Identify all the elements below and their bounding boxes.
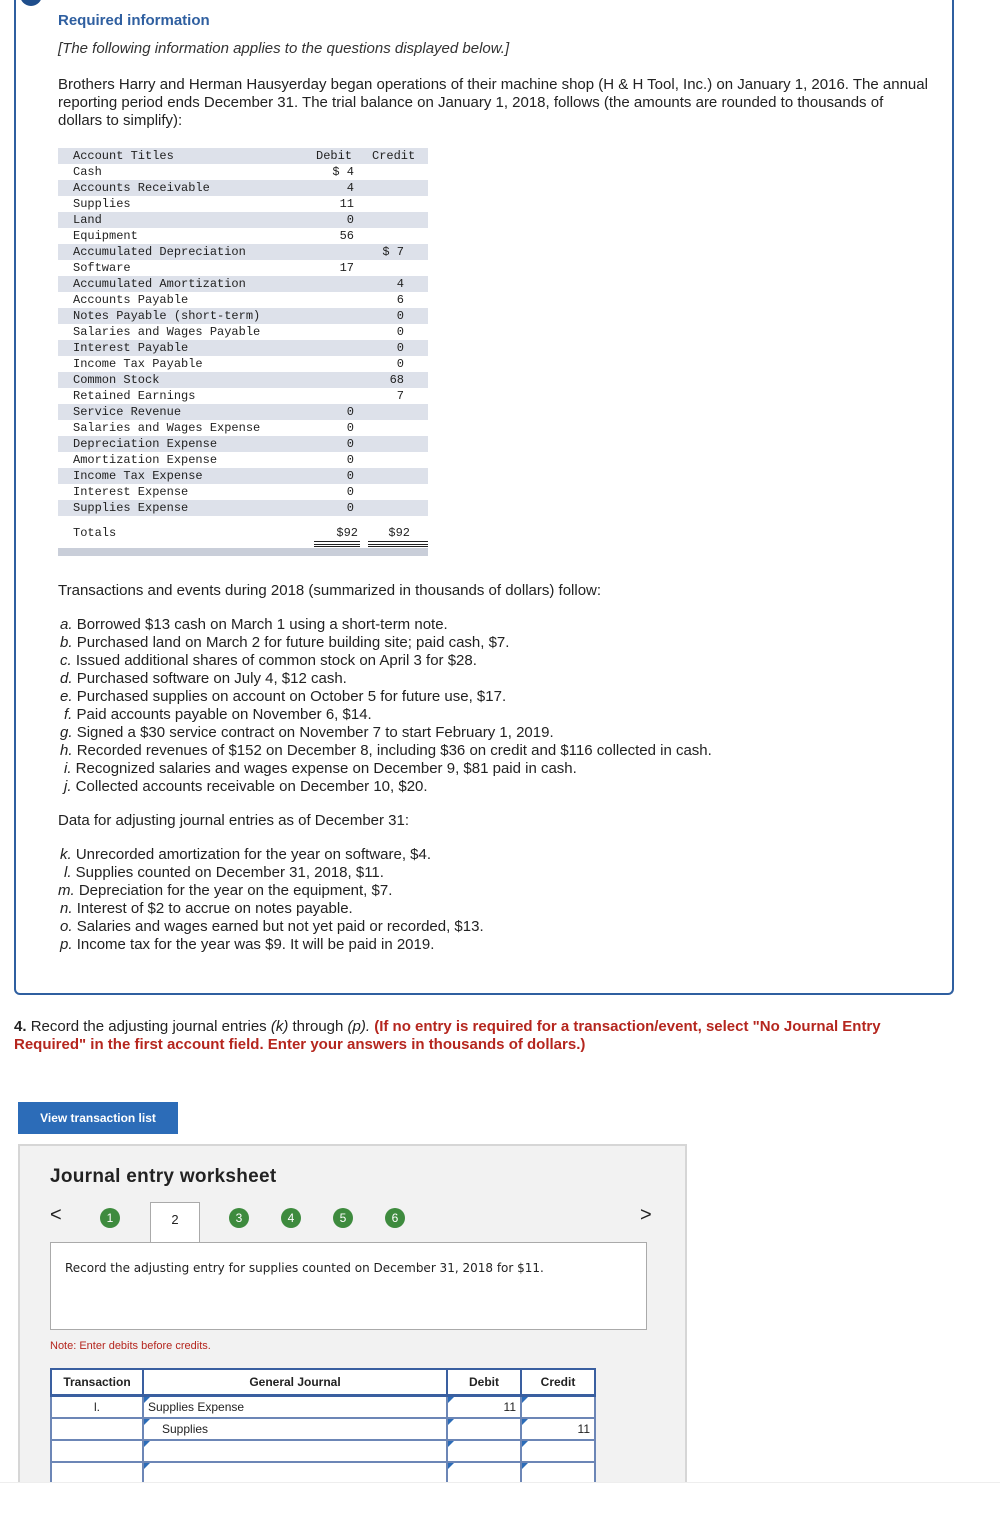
list-item	[58, 724, 712, 742]
transaction-cell[interactable]	[51, 1418, 143, 1440]
list-item	[58, 882, 484, 900]
page-bottom	[0, 1482, 1000, 1531]
entry-prompt-box	[50, 1242, 647, 1330]
account-title: Service Revenue	[73, 405, 182, 419]
item-text: Purchased land on March 2 for future building site; paid cash, $7.	[76, 634, 510, 651]
credit-amount: 68	[389, 373, 404, 387]
cell-flag-icon	[522, 1397, 528, 1403]
item-letter: m.	[58, 882, 75, 899]
account-title: Amortization Expense	[73, 453, 218, 467]
item-text: Supplies counted on December 31, 2018, $11.	[75, 864, 384, 881]
question-text-a: Record the adjusting journal entries	[30, 1018, 271, 1035]
transaction-column-header: Transaction	[51, 1369, 143, 1396]
question-number: 4.	[14, 1018, 27, 1035]
credit-amount: 0	[396, 341, 404, 355]
step-3-button[interactable]: 3	[229, 1208, 249, 1228]
item-text: Paid accounts payable on November 6, $14.	[76, 706, 372, 723]
trial-balance-header	[58, 148, 428, 164]
question-p: (p).	[347, 1018, 371, 1035]
transaction-cell[interactable]	[51, 1440, 143, 1462]
trial-balance-row	[58, 244, 428, 260]
debit-amount: 0	[346, 469, 354, 483]
totals-label: Totals	[73, 526, 117, 540]
debit-amount: 56	[339, 229, 354, 243]
item-letter: l.	[64, 864, 72, 881]
total-debit: $92	[336, 526, 358, 540]
trial-balance-row	[58, 500, 428, 516]
item-text: Purchased supplies on account on October 5 for future use, $17.	[76, 688, 507, 705]
account-title: Software	[73, 261, 131, 275]
cell-flag-icon	[448, 1419, 454, 1425]
account-titles-header: Account Titles	[73, 149, 174, 163]
journal-row	[51, 1418, 595, 1440]
cell-flag-icon	[448, 1441, 454, 1447]
transactions-list	[58, 616, 712, 796]
account-title: Accumulated Amortization	[73, 277, 246, 291]
debit-field[interactable]: 11	[447, 1396, 521, 1419]
total-debit-underline	[314, 541, 360, 547]
trial-balance-row	[58, 308, 428, 324]
corner-badge	[20, 0, 42, 6]
item-text: Salaries and wages earned but not yet paid or recorded, $13.	[76, 918, 484, 935]
list-item	[58, 900, 484, 918]
step-6-button[interactable]: 6	[385, 1208, 405, 1228]
item-text: Recorded revenues of $152 on December 8, including $36 on credit and $116 collected in cash.	[76, 742, 712, 759]
cell-flag-icon	[144, 1463, 150, 1469]
item-text: Income tax for the year was $9. It will be paid in 2019.	[76, 936, 435, 953]
trial-balance-row	[58, 228, 428, 244]
list-item	[58, 634, 712, 652]
cell-flag-icon	[522, 1463, 528, 1469]
journal-row	[51, 1462, 595, 1484]
list-item	[58, 670, 712, 688]
step-5-button[interactable]: 5	[333, 1208, 353, 1228]
account-title: Income Tax Payable	[73, 357, 203, 371]
account-title: Accumulated Depreciation	[73, 245, 246, 259]
list-item	[58, 760, 712, 778]
account-title: Land	[73, 213, 102, 227]
question-instruction: (If no entry is required for a transaction/event, select "No Journal Entry Required" in the first account field. Enter your answers in thousands of dollars.)	[14, 1018, 881, 1053]
item-text: Unrecorded amortization for the year on software, $4.	[75, 846, 432, 863]
trial-balance-row	[58, 212, 428, 228]
total-credit: $92	[388, 526, 410, 540]
debit-amount: 0	[346, 437, 354, 451]
debit-field[interactable]	[447, 1440, 521, 1462]
debit-amount: $ 4	[332, 165, 354, 179]
debit-amount: 0	[346, 501, 354, 515]
item-letter: c.	[60, 652, 72, 669]
credit-field[interactable]	[521, 1396, 595, 1419]
debit-amount: 11	[339, 197, 354, 211]
trial-balance-row	[58, 452, 428, 468]
next-chevron-icon[interactable]: >	[640, 1204, 652, 1226]
item-letter: n.	[60, 900, 73, 917]
step-1-button[interactable]: 1	[100, 1208, 120, 1228]
trial-balance-row	[58, 468, 428, 484]
item-letter: o.	[60, 918, 73, 935]
account-title: Equipment	[73, 229, 138, 243]
account-title: Salaries and Wages Payable	[73, 325, 261, 339]
item-text: Collected accounts receivable on December 10, $20.	[75, 778, 428, 795]
account-title: Supplies Expense	[73, 501, 189, 515]
account-title: Common Stock	[73, 373, 160, 387]
trial-balance-row	[58, 340, 428, 356]
general-journal-column-header: General Journal	[143, 1369, 447, 1396]
item-text: Signed a $30 service contract on November 7 to start February 1, 2019.	[76, 724, 554, 741]
account-field[interactable]	[143, 1462, 447, 1484]
trial-balance-row	[58, 356, 428, 372]
item-letter: f.	[64, 706, 73, 723]
trial-balance-row	[58, 324, 428, 340]
cell-flag-icon	[144, 1397, 150, 1403]
trial-balance-row	[58, 292, 428, 308]
journal-table	[50, 1368, 596, 1485]
trial-balance-row	[58, 436, 428, 452]
list-item	[58, 742, 712, 760]
debits-note: Note: Enter debits before credits.	[50, 1340, 211, 1352]
account-field[interactable]: Supplies Expense	[143, 1396, 447, 1419]
account-title: Accounts Receivable	[73, 181, 210, 195]
list-item	[58, 778, 712, 796]
item-letter: p.	[60, 936, 73, 953]
debit-amount: 0	[346, 453, 354, 467]
item-letter: g.	[60, 724, 73, 741]
question-text-b: through	[288, 1018, 348, 1035]
list-item	[58, 688, 712, 706]
item-text: Recognized salaries and wages expense on December 9, $81 paid in cash.	[75, 760, 577, 777]
step-2-button-current[interactable]: 2	[150, 1202, 200, 1243]
cell-flag-icon	[448, 1397, 454, 1403]
debit-amount: 17	[339, 261, 354, 275]
list-item	[58, 616, 712, 634]
item-text: Issued additional shares of common stock on April 3 for $28.	[75, 652, 477, 669]
debit-header: Debit	[316, 149, 353, 163]
debit-amount: 0	[346, 485, 354, 499]
credit-amount: 6	[396, 293, 404, 307]
item-letter: i.	[64, 760, 72, 777]
transaction-cell[interactable]: l.	[51, 1396, 143, 1419]
cell-flag-icon	[522, 1419, 528, 1425]
item-text: Borrowed $13 cash on March 1 using a short-term note.	[76, 616, 448, 633]
list-item	[58, 918, 484, 936]
account-title: Salaries and Wages Expense	[73, 421, 261, 435]
credit-amount: $ 7	[382, 245, 404, 259]
account-field[interactable]: Supplies	[143, 1418, 447, 1440]
credit-amount: 0	[396, 325, 404, 339]
entry-prompt-text: Record the adjusting entry for supplies counted on December 31, 2018 for $11.	[65, 1261, 544, 1275]
credit-amount: 4	[396, 277, 404, 291]
item-letter: j.	[64, 778, 72, 795]
trial-balance-row	[58, 484, 428, 500]
credit-amount: 0	[396, 309, 404, 323]
trial-balance-row	[58, 180, 428, 196]
item-letter: b.	[60, 634, 73, 651]
item-text: Purchased software on July 4, $12 cash.	[76, 670, 347, 687]
table-bottom-bar	[58, 548, 428, 556]
list-item	[58, 846, 484, 864]
item-letter: a.	[60, 616, 73, 633]
question-4	[14, 1018, 914, 1054]
debit-amount: 4	[346, 181, 354, 195]
question-k: (k)	[270, 1018, 289, 1035]
item-text: Interest of $2 to accrue on notes payable.	[76, 900, 353, 917]
credit-field[interactable]	[521, 1440, 595, 1462]
worksheet-title: Journal entry worksheet	[50, 1166, 277, 1187]
debit-amount: 0	[346, 213, 354, 227]
adjustments-list	[58, 846, 484, 954]
credit-field[interactable]: 11	[521, 1418, 595, 1440]
account-title: Depreciation Expense	[73, 437, 218, 451]
debit-field[interactable]	[447, 1418, 521, 1440]
trial-balance-row	[58, 420, 428, 436]
account-title: Income Tax Expense	[73, 469, 203, 483]
journal-row	[51, 1440, 595, 1462]
item-letter: d.	[60, 670, 73, 687]
trial-balance-row	[58, 388, 428, 404]
journal-entry-worksheet	[18, 1144, 687, 1498]
debit-field[interactable]	[447, 1462, 521, 1484]
totals-row	[58, 522, 428, 544]
list-item	[58, 936, 484, 954]
cell-flag-icon	[448, 1463, 454, 1469]
list-item	[58, 706, 712, 724]
required-info-title: Required information	[58, 12, 210, 29]
account-title: Interest Expense	[73, 485, 189, 499]
view-transaction-list-button[interactable]: View transaction list	[18, 1102, 178, 1134]
debit-amount: 0	[346, 421, 354, 435]
item-letter: e.	[60, 688, 73, 705]
intro-paragraph: Brothers Harry and Herman Hausyerday began operations of their machine shop (H & H Tool, Inc.) on January 1, 2016. The annual reporting period ends December 31. The trial balance on January 1, 2018, follows (the amounts are rounded to thousands of dollars to simplify):	[58, 76, 928, 129]
item-letter: k.	[60, 846, 72, 863]
journal-row	[51, 1396, 595, 1419]
trial-balance-row	[58, 276, 428, 292]
transactions-intro: Transactions and events during 2018 (summarized in thousands of dollars) follow:	[58, 582, 602, 599]
cell-flag-icon	[144, 1441, 150, 1447]
total-credit-underline	[368, 541, 428, 547]
account-field[interactable]	[143, 1440, 447, 1462]
credit-column-header: Credit	[521, 1369, 595, 1396]
cell-flag-icon	[144, 1419, 150, 1425]
account-title: Cash	[73, 165, 102, 179]
prev-chevron-icon[interactable]: <	[50, 1204, 62, 1226]
list-item	[58, 652, 712, 670]
step-4-button[interactable]: 4	[281, 1208, 301, 1228]
item-letter: h.	[60, 742, 73, 759]
transaction-cell[interactable]	[51, 1462, 143, 1484]
debit-amount: 0	[346, 405, 354, 419]
trial-balance-row	[58, 404, 428, 420]
applies-note: [The following information applies to the questions displayed below.]	[58, 40, 510, 57]
trial-balance-row	[58, 196, 428, 212]
account-title: Accounts Payable	[73, 293, 189, 307]
credit-amount: 7	[396, 389, 404, 403]
trial-balance-row	[58, 372, 428, 388]
trial-balance-row	[58, 260, 428, 276]
item-text: Depreciation for the year on the equipment, $7.	[78, 882, 393, 899]
trial-balance-row	[58, 164, 428, 180]
cell-flag-icon	[522, 1441, 528, 1447]
debit-column-header: Debit	[447, 1369, 521, 1396]
credit-header: Credit	[372, 149, 416, 163]
account-title: Retained Earnings	[73, 389, 196, 403]
trial-balance-table	[58, 148, 428, 544]
credit-field[interactable]	[521, 1462, 595, 1484]
account-title: Supplies	[73, 197, 131, 211]
account-title: Interest Payable	[73, 341, 189, 355]
account-title: Notes Payable (short-term)	[73, 309, 261, 323]
adjusting-intro: Data for adjusting journal entries as of December 31:	[58, 812, 410, 829]
credit-amount: 0	[396, 357, 404, 371]
list-item	[58, 864, 484, 882]
